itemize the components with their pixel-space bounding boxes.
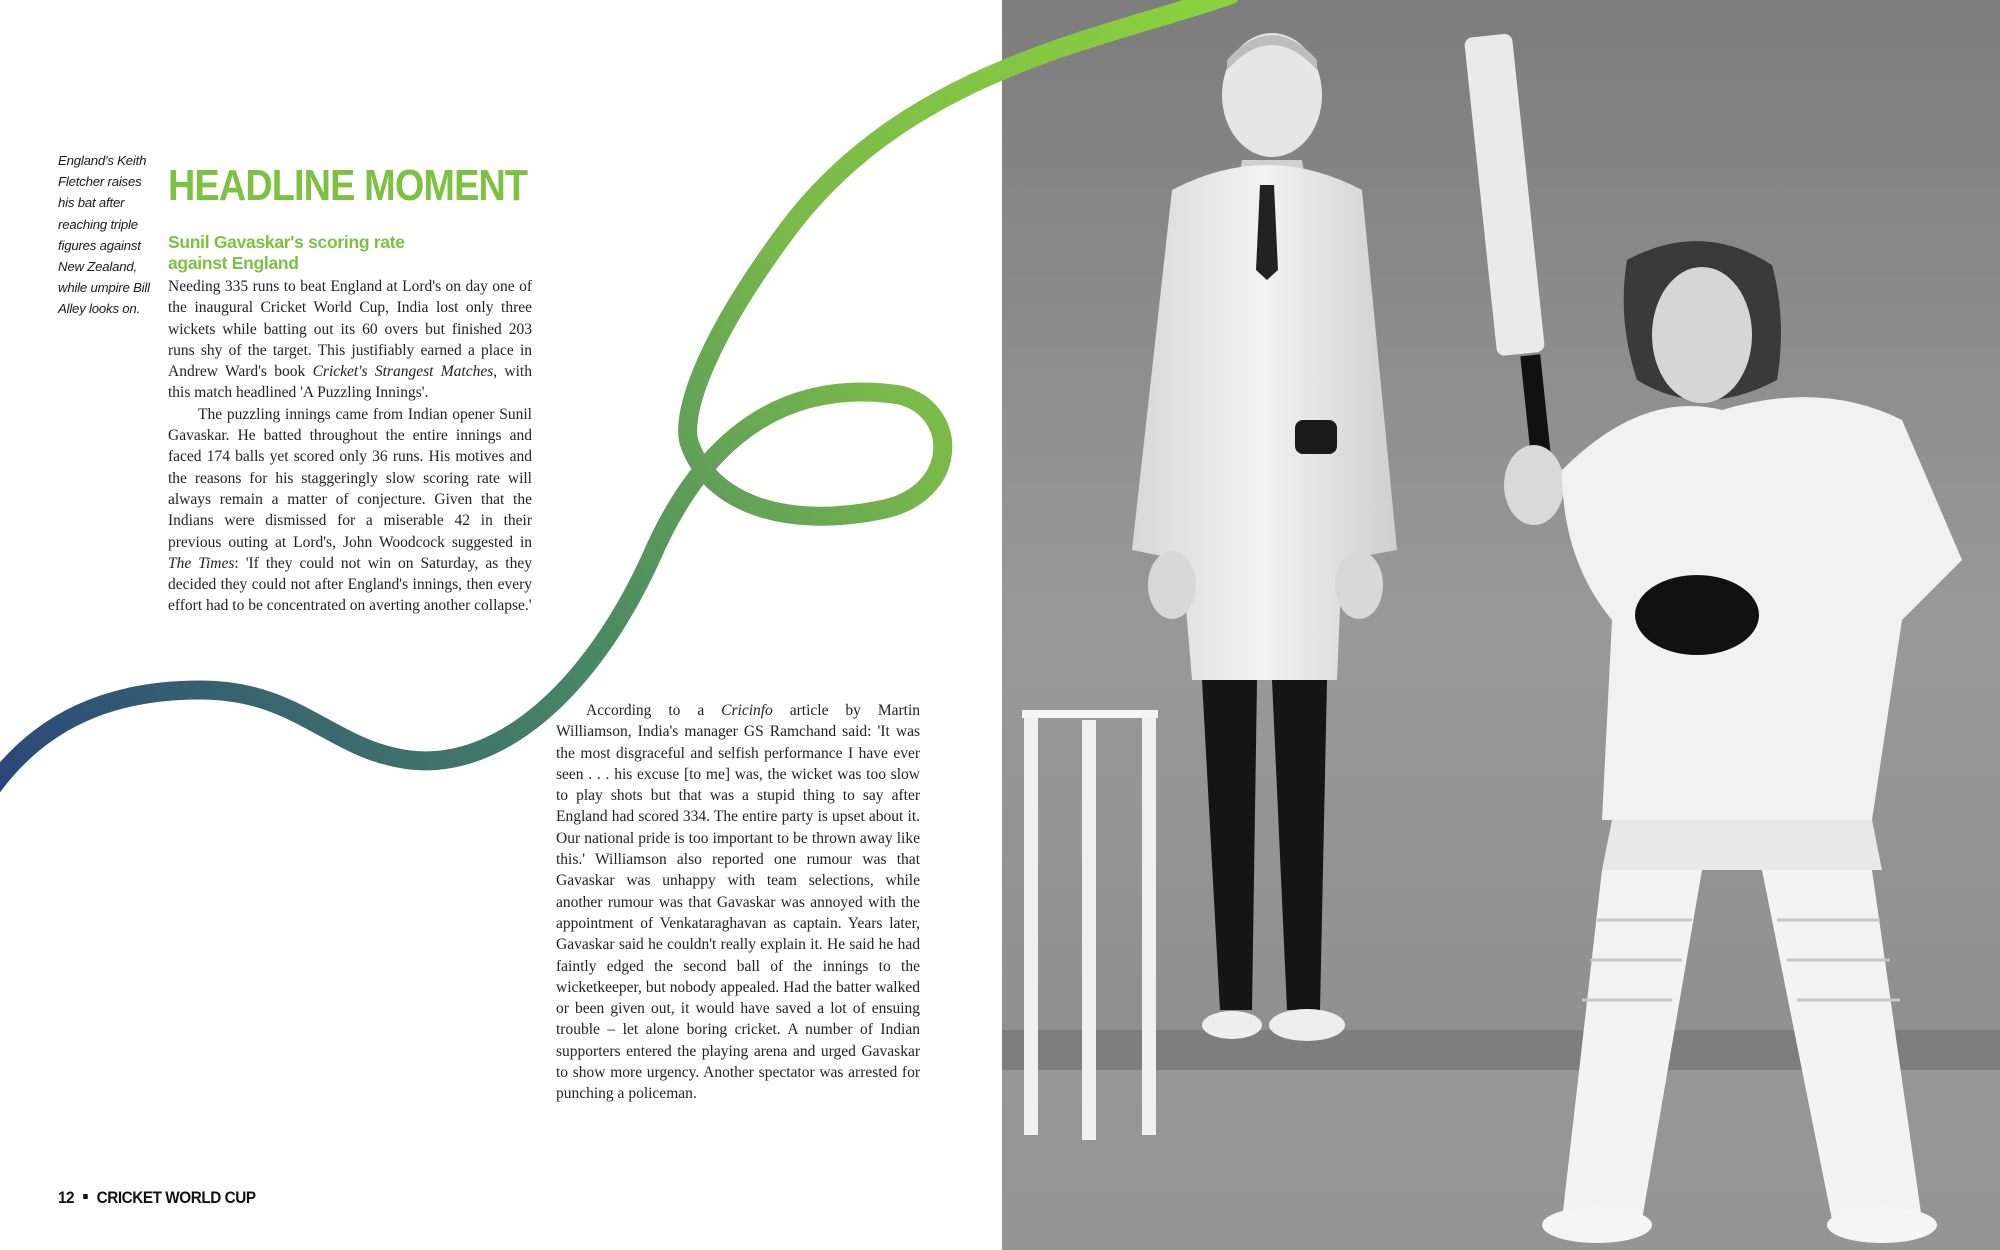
article-column-1	[168, 276, 532, 617]
photo-caption: England's Keith Fletcher raises his bat after reaching triple figures against New Zealand, while umpire Bill Alley looks on.	[58, 153, 150, 317]
paragraph: The puzzling innings came from Indian opener Sunil Gavaskar. He batted throughout the entire innings and faced 174 balls yet scored only 36 runs. His motives and the reasons for his staggeringly slow scoring rate will always remain a matter of conjecture. Given that the Indians were dismissed for a miserable 42 in their previous outing at Lord's, John Woodcock suggested in The Times: 'If they could not win on Saturday, as they decided they could not after England's innings, then every effort had to be concentrated on averting another collapse.'	[168, 405, 532, 615]
page-number: 12	[58, 1188, 75, 1207]
photo-illustration	[1002, 0, 2000, 1250]
headline: HEADLINE MOMENT	[168, 161, 528, 210]
section-title: CRICKET WORLD CUP	[96, 1188, 256, 1207]
newspaper-title: The Times	[168, 554, 235, 572]
page-footer	[58, 1188, 256, 1208]
paragraph: Needing 335 runs to beat England at Lord's on day one of the inaugural Cricket World Cup, India lost only three wickets while batting out its 60 overs but finished 203 runs shy of the target. This justifiably earned a place in Andrew Ward's book Cricket's Strangest Matches, with this match headlined 'A Puzzling Innings'.	[168, 278, 532, 402]
article-column-2	[556, 700, 920, 1105]
book-title: Cricket's Strangest Matches	[312, 363, 494, 381]
separator-square-icon	[83, 1194, 88, 1199]
paragraph: According to a Cricinfo article by Martin Williamson, India's manager GS Ramchand said: 'It was the most disgraceful and selfish performance I have ever seen . . . his excuse [to me] was, the wicket was too slow to play shots but that was a stupid thing to say after England had scored 334. The entire party is upset about it. Our national pride is too important to be thrown away like this.' Williamson also reported one rumour was that Gavaskar was unhappy with team selections, while another rumour was that Gavaskar was annoyed with the appointment of Venkataraghavan as captain. Years later, Gavaskar said he couldn't really explain it. He said he had faintly edged the second ball of the innings to the wicketkeeper, but nobody appealed. Had the batter walked or been given out, it would have saved a lot of ensuing trouble – let alone boring cricket. A number of Indian supporters entered the playing arena and urged Gavaskar to show more urgency. Another spectator was arrested for punching a policeman.	[556, 702, 920, 1103]
cricket-photo	[1002, 0, 2000, 1250]
source-title: Cricinfo	[721, 702, 773, 719]
subheading: Sunil Gavaskar's scoring rate against England	[168, 232, 405, 273]
